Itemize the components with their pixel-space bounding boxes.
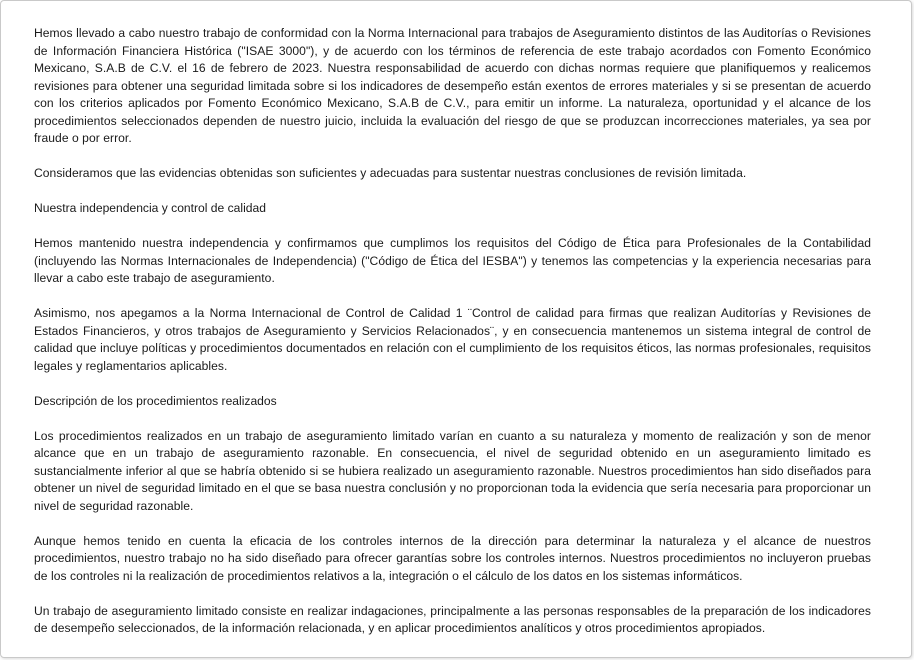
section-heading-procedures: Descripción de los procedimientos realizados xyxy=(34,393,277,408)
paragraph-inquiries: Un trabajo de aseguramiento limitado consiste en realizar indagaciones, principalmente a las personas responsables de la preparación de los indicadores de desempeño seleccionados, de la información relacionada, y en aplicar procedimientos analíticos y otros procedimientos apropiados. xyxy=(34,603,871,635)
paragraph-quality-control: Asimismo, nos apegamos a la Norma Internacional de Control de Calidad 1 ¨Control de calidad para firmas que realizan Auditorías y Revisiones de Estados Financieros, y otros trabajos de Aseguramiento y Servicios Relacionados¨, y en consecuencia mantenemos un sistema integral de control de calidad que incluye políticas y procedimientos documentados en relación con el cumplimiento de los requisitos éticos, las normas profesionales, requisitos legales y reglamentarios aplicables. xyxy=(34,306,871,373)
paragraph-internal-controls: Aunque hemos tenido en cuenta la eficacia de los controles internos de la dirección para determinar la naturaleza y el alcance de nuestros procedimientos, nuestro trabajo no ha sido diseñado para ofrecer garantías sobre los controles internos. Nuestros procedimientos no incluyeron pruebas de los controles ni la realización de procedimientos relativos a la, integración o el cálculo de los datos en los sistemas informáticos. xyxy=(34,533,871,583)
paragraph-evidence: Consideramos que las evidencias obtenidas son suficientes y adecuadas para sustentar nuestras conclusiones de revisión limitada. xyxy=(34,166,747,180)
paragraph-independence: Hemos mantenido nuestra independencia y confirmamos que cumplimos los requisitos del Código de Ética para Profesionales de la Contabilidad (incluyendo las Normas Internacionales de Independencia) ("Código de Ética del IESBA") y tenemos las competencias y la experiencia necesarias para llevar a cabo este trabajo de aseguramiento. xyxy=(34,236,871,285)
section-heading-independence: Nuestra independencia y control de calidad xyxy=(34,201,266,215)
paragraph-scope: Hemos llevado a cabo nuestro trabajo de conformidad con la Norma Internacional para trabajos de Aseguramiento distintos de las Auditorías o Revisiones de Información Financiera Histórica ("ISAE 3000"), y de acuerdo con los términos de referencia de este trabajo acordados con Fomento Económico Mexicano, S.A.B de C.V. el 16 de febrero de 2023. Nuestra responsabilidad de acuerdo con dichas normas requiere que planifiquemos y realicemos revisiones para obtener una seguridad limitada sobre si los indicadores de desempeño están exentos de errores materiales y si se presentan de acuerdo con los criterios aplicados por Fomento Económico Mexicano, S.A.B de C.V., para emitir un informe. La naturaleza, oportunidad y el alcance de los procedimientos seleccionados dependen de nuestro juicio, incluida la evaluación del riesgo de que se produzcan incorrecciones materiales, ya sea por fraude o por error. xyxy=(34,26,871,145)
paragraph-limited-assurance: Los procedimientos realizados en un trabajo de aseguramiento limitado varían en cuanto a su naturaleza y momento de realización y son de menor alcance que en un trabajo de aseguramiento razonable. En consecuencia, el nivel de seguridad obtenido en un aseguramiento limitado es sustancialmente inferior al que se habría obtenido si se hubiera realizado un aseguramiento razonable. Nuestros procedimientos han sido diseñados para obtener un nivel de seguridad limitado en el que se basa nuestra conclusión y no proporcionan toda la evidencia que sería necesaria para proporcionar un nivel de seguridad razonable. xyxy=(34,428,871,513)
document-body xyxy=(34,25,871,655)
